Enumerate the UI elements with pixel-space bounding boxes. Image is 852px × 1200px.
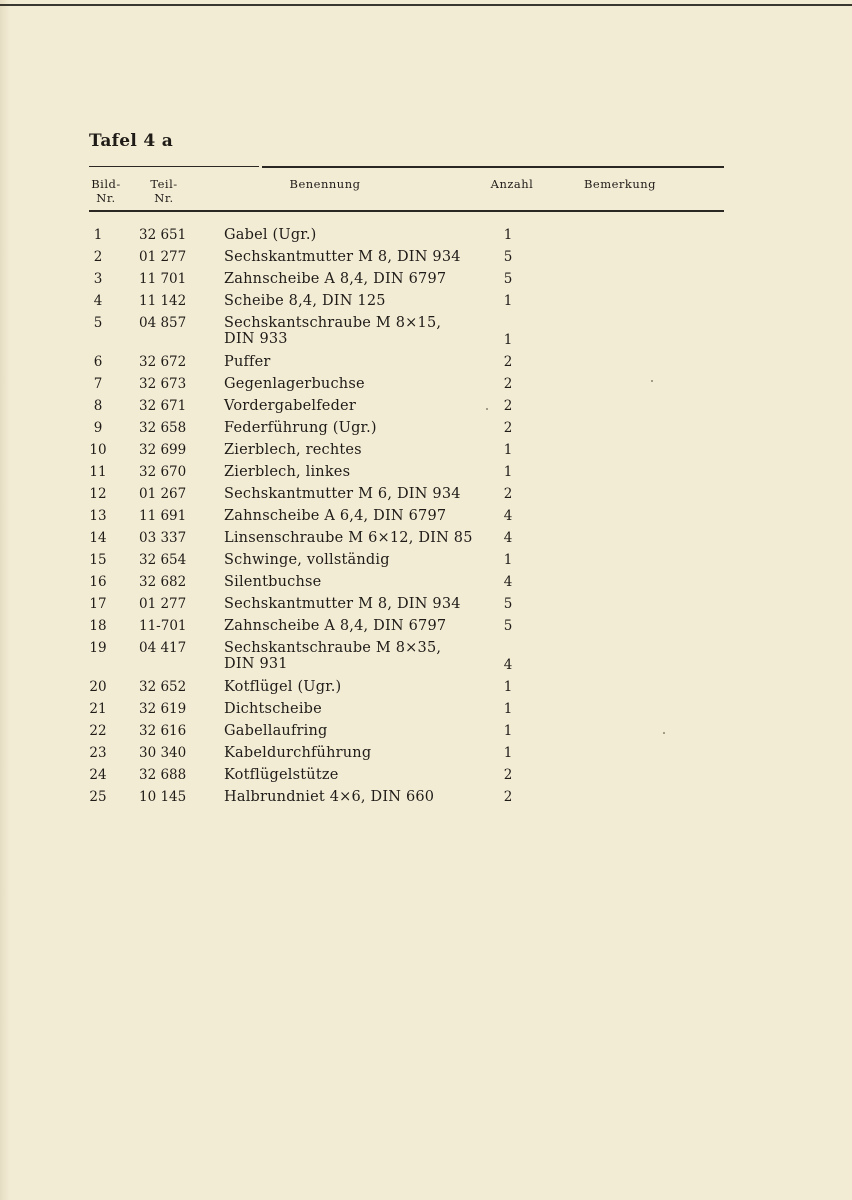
cell-bild-nr: 3: [93, 271, 103, 287]
cell-benennung: [224, 596, 499, 612]
cell-benennung-line: Kabeldurchführung: [224, 745, 372, 761]
cell-benennung: [224, 271, 499, 287]
cell-teil-nr: 01 267: [139, 486, 187, 502]
cell-benennung-line: Sechskantschraube M 8×15,: [224, 315, 442, 331]
cell-benennung-line: Zahnscheibe A 8,4, DIN 6797: [224, 618, 447, 634]
cell-teil-nr: 11 691: [139, 508, 187, 524]
cell-benennung: [224, 789, 499, 805]
paper-speck: [486, 408, 488, 410]
cell-benennung: [224, 249, 499, 265]
cell-benennung-line: Puffer: [224, 354, 271, 370]
cell-benennung-line: Zierblech, rechtes: [224, 442, 362, 458]
cell-benennung: [224, 552, 499, 568]
header-rule-bottom: [89, 210, 724, 212]
cell-bild-nr: 2: [93, 249, 103, 265]
cell-benennung-line: DIN 931: [224, 656, 288, 672]
cell-benennung: [224, 745, 499, 761]
cell-benennung-line: Gabel (Ugr.): [224, 227, 317, 243]
cell-anzahl: 2: [503, 398, 513, 414]
cell-benennung: [224, 723, 499, 739]
cell-benennung: [224, 464, 499, 480]
cell-anzahl: 1: [503, 464, 513, 480]
cell-benennung: [224, 227, 499, 243]
paper-speck: [663, 732, 665, 734]
column-header-benennung: Benennung: [289, 177, 361, 191]
cell-anzahl: 2: [503, 376, 513, 392]
cell-benennung: [224, 486, 499, 502]
cell-anzahl: 2: [503, 789, 513, 805]
cell-benennung: [224, 767, 499, 783]
cell-benennung: [224, 420, 499, 436]
cell-anzahl: 2: [503, 767, 513, 783]
cell-benennung-line: Gabellaufring: [224, 723, 328, 739]
cell-teil-nr: 32 673: [139, 376, 187, 392]
cell-bild-nr: 6: [93, 354, 103, 370]
cell-benennung-line: Zierblech, linkes: [224, 464, 351, 480]
cell-teil-nr: 32 688: [139, 767, 187, 783]
cell-benennung: [224, 315, 499, 347]
cell-bild-nr: 9: [93, 420, 103, 436]
cell-benennung-line: Sechskantmutter M 8, DIN 934: [224, 249, 461, 265]
header-rule-top-left: [89, 166, 259, 167]
cell-benennung: [224, 398, 499, 414]
cell-teil-nr: 11 142: [139, 293, 187, 309]
cell-benennung-line: DIN 933: [224, 331, 288, 347]
cell-benennung-line: Schwinge, vollständig: [224, 552, 390, 568]
cell-benennung: [224, 640, 499, 672]
cell-bild-nr: 18: [89, 618, 107, 634]
cell-anzahl: 5: [503, 596, 513, 612]
cell-anzahl: 1: [503, 332, 513, 348]
column-header-teil-nr: Teil- Nr.: [150, 177, 178, 205]
cell-teil-nr: 03 337: [139, 530, 187, 546]
cell-benennung: [224, 442, 499, 458]
cell-benennung: [224, 508, 499, 524]
cell-bild-nr: 23: [89, 745, 107, 761]
cell-teil-nr: 32 619: [139, 701, 187, 717]
cell-benennung: [224, 679, 499, 695]
cell-benennung-line: Gegenlagerbuchse: [224, 376, 365, 392]
cell-anzahl: 2: [503, 486, 513, 502]
cell-anzahl: 1: [503, 227, 513, 243]
cell-teil-nr: 32 654: [139, 552, 187, 568]
cell-teil-nr: 11-701: [139, 618, 187, 634]
cell-anzahl: 4: [503, 530, 513, 546]
cell-anzahl: 1: [503, 723, 513, 739]
cell-benennung-line: Scheibe 8,4, DIN 125: [224, 293, 386, 309]
cell-benennung-line: Federführung (Ugr.): [224, 420, 377, 436]
cell-anzahl: 2: [503, 420, 513, 436]
cell-benennung-line: Sechskantschraube M 8×35,: [224, 640, 442, 656]
cell-benennung-line: Linsenschraube M 6×12, DIN 85: [224, 530, 473, 546]
cell-anzahl: 1: [503, 293, 513, 309]
cell-bild-nr: 19: [89, 640, 107, 656]
cell-anzahl: 5: [503, 271, 513, 287]
cell-anzahl: 1: [503, 745, 513, 761]
cell-anzahl: 4: [503, 574, 513, 590]
cell-teil-nr: 32 658: [139, 420, 187, 436]
cell-bild-nr: 5: [93, 315, 103, 331]
cell-bild-nr: 25: [89, 789, 107, 805]
cell-bild-nr: 7: [93, 376, 103, 392]
cell-bild-nr: 16: [89, 574, 107, 590]
cell-benennung: [224, 293, 499, 309]
column-header-bild-nr: Bild- Nr.: [91, 177, 121, 205]
column-header-bemerkung: Bemerkung: [583, 177, 657, 191]
header-rule-top-right: [262, 166, 724, 168]
cell-bild-nr: 4: [93, 293, 103, 309]
cell-bild-nr: 1: [93, 227, 103, 243]
cell-benennung-line: Silentbuchse: [224, 574, 322, 590]
cell-bild-nr: 22: [89, 723, 107, 739]
cell-benennung: [224, 376, 499, 392]
cell-benennung: [224, 618, 499, 634]
cell-benennung-line: Zahnscheibe A 6,4, DIN 6797: [224, 508, 447, 524]
cell-bild-nr: 21: [89, 701, 107, 717]
cell-teil-nr: 32 651: [139, 227, 187, 243]
cell-bild-nr: 14: [89, 530, 107, 546]
cell-benennung-line: Sechskantmutter M 8, DIN 934: [224, 596, 461, 612]
cell-teil-nr: 01 277: [139, 596, 187, 612]
cell-anzahl: 4: [503, 508, 513, 524]
cell-bild-nr: 24: [89, 767, 107, 783]
cell-bild-nr: 20: [89, 679, 107, 695]
cell-benennung-line: Kotflügel (Ugr.): [224, 679, 342, 695]
cell-anzahl: 1: [503, 679, 513, 695]
cell-bild-nr: 10: [89, 442, 107, 458]
page-shadow: [0, 0, 10, 1200]
page-title: Tafel 4 a: [89, 131, 174, 151]
cell-teil-nr: 32 671: [139, 398, 187, 414]
column-header-anzahl: Anzahl: [490, 177, 534, 191]
cell-teil-nr: 30 340: [139, 745, 187, 761]
cell-teil-nr: 32 616: [139, 723, 187, 739]
cell-benennung: [224, 574, 499, 590]
cell-teil-nr: 04 857: [139, 315, 187, 331]
cell-benennung-line: Dichtscheibe: [224, 701, 322, 717]
cell-teil-nr: 11 701: [139, 271, 187, 287]
cell-benennung: [224, 354, 499, 370]
cell-teil-nr: 32 670: [139, 464, 187, 480]
cell-bild-nr: 11: [89, 464, 107, 480]
cell-anzahl: 1: [503, 552, 513, 568]
cell-anzahl: 1: [503, 701, 513, 717]
cell-bild-nr: 13: [89, 508, 107, 524]
cell-benennung-line: Zahnscheibe A 8,4, DIN 6797: [224, 271, 447, 287]
paper-speck: [651, 380, 653, 382]
cell-bild-nr: 15: [89, 552, 107, 568]
cell-teil-nr: 32 699: [139, 442, 187, 458]
cell-anzahl: 2: [503, 354, 513, 370]
cell-benennung: [224, 701, 499, 717]
cell-teil-nr: 32 672: [139, 354, 187, 370]
cell-teil-nr: 32 682: [139, 574, 187, 590]
cell-benennung-line: Kotflügelstütze: [224, 767, 339, 783]
cell-anzahl: 5: [503, 618, 513, 634]
page-top-edge: [0, 4, 852, 6]
cell-bild-nr: 17: [89, 596, 107, 612]
cell-benennung: [224, 530, 499, 546]
cell-benennung-line: Vordergabelfeder: [224, 398, 356, 414]
cell-bild-nr: 12: [89, 486, 107, 502]
cell-anzahl: 5: [503, 249, 513, 265]
cell-teil-nr: 01 277: [139, 249, 187, 265]
cell-teil-nr: 10 145: [139, 789, 187, 805]
cell-teil-nr: 32 652: [139, 679, 187, 695]
cell-benennung-line: Sechskantmutter M 6, DIN 934: [224, 486, 461, 502]
cell-anzahl: 1: [503, 442, 513, 458]
cell-benennung-line: Halbrundniet 4×6, DIN 660: [224, 789, 435, 805]
cell-bild-nr: 8: [93, 398, 103, 414]
cell-teil-nr: 04 417: [139, 640, 187, 656]
cell-anzahl: 4: [503, 657, 513, 673]
